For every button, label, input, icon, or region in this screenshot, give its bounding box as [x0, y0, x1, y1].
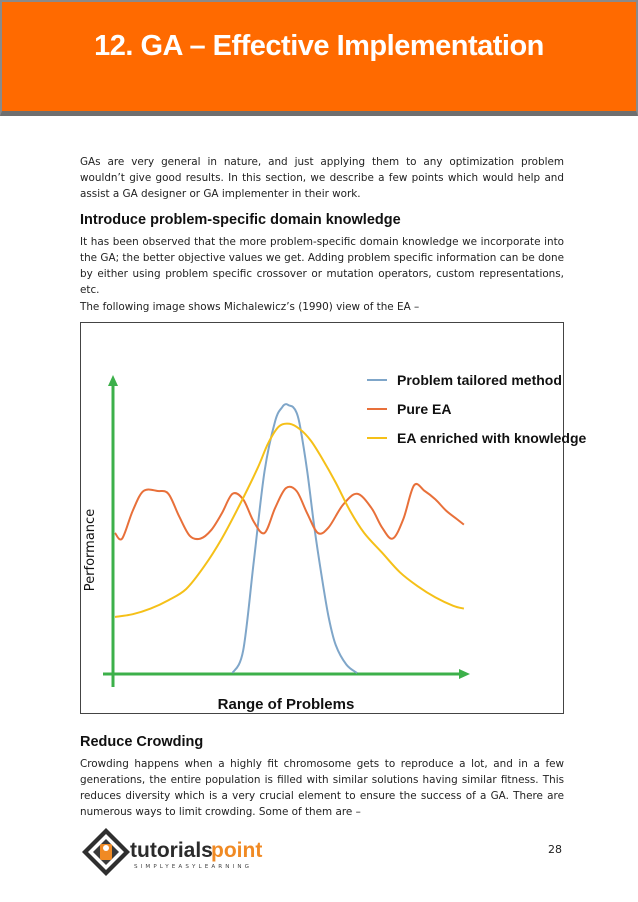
legend-label-2: EA enriched with knowledge	[397, 430, 587, 446]
svg-text:SIMPLYEASYLEARNING: SIMPLYEASYLEARNING	[134, 864, 253, 870]
x-axis-arrow-icon	[459, 669, 470, 679]
svg-text:point: point	[211, 839, 263, 862]
legend-label-1: Pure EA	[397, 401, 452, 417]
chart-legend	[367, 372, 587, 446]
series-line-0	[232, 404, 357, 673]
page-header-banner	[0, 0, 638, 116]
series-line-1	[115, 484, 464, 540]
domain-knowledge-paragraph: It has been observed that the more problem-specific domain knowledge we incorporate into the GA; the better objective values we get. Adding problem specific information can be done by either using problem specific crossover or mutation operators, custom representations, etc.	[80, 236, 564, 296]
section-heading-reduce-crowding: Reduce Crowding	[80, 734, 204, 750]
x-axis-label: Range of Problems	[217, 696, 355, 713]
section-heading-domain-knowledge: Introduce problem-specific domain knowledge	[80, 212, 401, 228]
page-number: 28	[548, 843, 562, 856]
intro-paragraph: GAs are very general in nature, and just applying them to any optimization problem wouldn’t give good results. In this section, we describe a few points which would help and assist a GA designer or GA implementer in their work.	[80, 156, 564, 200]
reduce-crowding-paragraph: Crowding happens when a highly fit chromosome gets to reproduce a lot, and in a few generations, the entire population is filled with similar solutions having similar fitness. This reduces diversity which is a very crucial element to ensure the success of a GA. There are numerous ways to limit crowding. Some of them are –	[80, 758, 564, 818]
ea-performance-figure	[80, 322, 587, 714]
svg-text:tutorials: tutorials	[130, 839, 213, 862]
chapter-title: 12. GA – Effective Implementation	[94, 30, 544, 62]
figure-caption: The following image shows Michalewicz’s (1990) view of the EA –	[80, 301, 420, 313]
legend-label-0: Problem tailored method	[397, 372, 562, 388]
chart-axes	[103, 375, 470, 687]
performance-chart	[81, 323, 587, 715]
y-axis-arrow-icon	[108, 375, 118, 386]
tutorialspoint-logo	[78, 826, 268, 886]
logo-diamond-icon	[82, 828, 130, 876]
series-line-2	[115, 424, 464, 617]
y-axis-label: Performance	[83, 508, 98, 592]
